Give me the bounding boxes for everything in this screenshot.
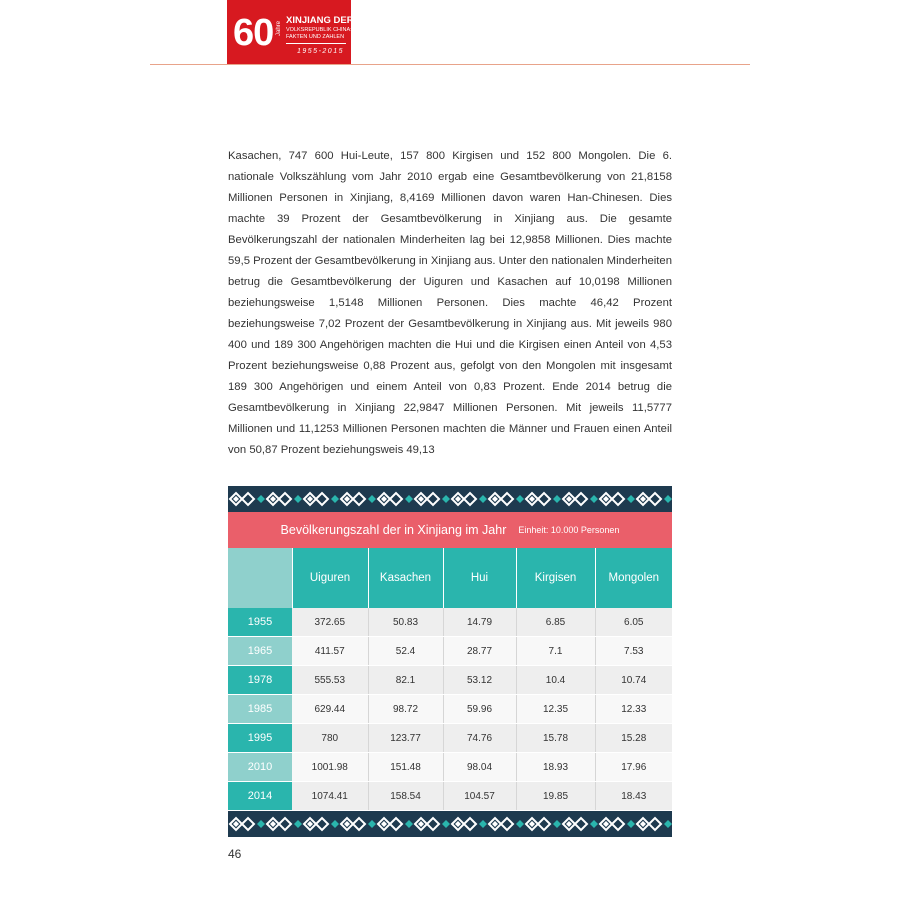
- ornament-pattern-icon: [228, 811, 672, 837]
- cell-hui: 104.57: [443, 782, 516, 811]
- table-header-row: [228, 548, 672, 608]
- cell-kirgisen: 12.35: [516, 695, 595, 724]
- cell-mongolen: 18.43: [595, 782, 672, 811]
- cell-mongolen: 10.74: [595, 666, 672, 695]
- cell-uiguren: 1074.41: [292, 782, 368, 811]
- logo-subtitle-1: VOLKSREPUBLIK CHINA:: [286, 27, 352, 33]
- table-row: [228, 753, 672, 782]
- table-title-row: [228, 512, 672, 548]
- cell-kasachen: 158.54: [368, 782, 443, 811]
- cell-hui: 53.12: [443, 666, 516, 695]
- brand-logo: [227, 0, 354, 64]
- cell-kirgisen: 18.93: [516, 753, 595, 782]
- cell-kirgisen: 7.1: [516, 637, 595, 666]
- row-year: 2014: [228, 782, 292, 811]
- header-mongolen: Mongolen: [595, 548, 672, 608]
- logo-subtitle-2: FAKTEN UND ZAHLEN: [286, 34, 345, 40]
- header-kirgisen: Kirgisen: [516, 548, 595, 608]
- table-row: [228, 637, 672, 666]
- table-row: [228, 724, 672, 753]
- logo-title: XINJIANG DER: [286, 15, 354, 26]
- cell-kirgisen: 10.4: [516, 666, 595, 695]
- cell-hui: 28.77: [443, 637, 516, 666]
- ornament-band-bottom: [228, 811, 672, 837]
- table-row: [228, 782, 672, 811]
- cell-kirgisen: 15.78: [516, 724, 595, 753]
- cell-kasachen: 123.77: [368, 724, 443, 753]
- cell-kasachen: 52.4: [368, 637, 443, 666]
- header-rule: [150, 64, 750, 65]
- cell-uiguren: 411.57: [292, 637, 368, 666]
- page-number: 46: [228, 847, 242, 861]
- cell-uiguren: 629.44: [292, 695, 368, 724]
- header-uiguren: Uiguren: [292, 548, 368, 608]
- cell-kirgisen: 19.85: [516, 782, 595, 811]
- table-title: Bevölkerungszahl der in Xinjiang im Jahr: [280, 523, 507, 537]
- cell-kasachen: 82.1: [368, 666, 443, 695]
- table-row: [228, 666, 672, 695]
- logo-jahre: Jahre: [276, 20, 282, 36]
- cell-uiguren: 372.65: [292, 608, 368, 637]
- ornament-pattern-icon: [228, 486, 672, 512]
- cell-kasachen: 98.72: [368, 695, 443, 724]
- cell-hui: 59.96: [443, 695, 516, 724]
- row-year: 1965: [228, 637, 292, 666]
- cell-uiguren: 780: [292, 724, 368, 753]
- table-row: [228, 608, 672, 637]
- cell-hui: 14.79: [443, 608, 516, 637]
- cell-kasachen: 50.83: [368, 608, 443, 637]
- cell-hui: 74.76: [443, 724, 516, 753]
- logo-divider: [286, 43, 346, 44]
- row-year: 1978: [228, 666, 292, 695]
- cell-hui: 98.04: [443, 753, 516, 782]
- cell-mongolen: 7.53: [595, 637, 672, 666]
- header-hui: Hui: [443, 548, 516, 608]
- population-table: [228, 548, 672, 811]
- header-corner: [228, 548, 292, 608]
- row-year: 1985: [228, 695, 292, 724]
- row-year: 1995: [228, 724, 292, 753]
- cell-mongolen: 15.28: [595, 724, 672, 753]
- body-paragraph: Kasachen, 747 600 Hui-Leute, 157 800 Kirgisen und 152 800 Mongolen. Die 6. nationale Volkszählung vom Jahr 2010 ergab eine Gesamtbevölkerung von 21,8158 Millionen Personen in Xinjiang, 8,4169 Millionen davon waren Han-Chinesen. Dies machte 39 Prozent der Gesamtbevölkerung in Xinjiang aus. Die gesamte Bevölkerungszahl der nationalen Minderheiten lag bei 12,9858 Millionen. Dies machte 59,5 Prozent der Gesamtbevölkerung in Xinjiang aus. Unter den nationalen Minderheiten betrug die Gesamtbevölkerung der Uiguren und Kasachen auf 10,0198 Millionen beziehungsweise 1,5148 Millionen Personen. Dies machte 46,42 Prozent beziehungsweise 7,02 Prozent der Gesamtbevölkerung in Xinjiang aus. Mit jeweils 980 400 und 189 300 Angehörigen machten die Hui und die Kirgisen einen Anteil von 4,53 Prozent beziehungsweise 0,88 Prozent aus, gefolgt von den Mongolen mit insgesamt 189 300 Angehörigen und einem Anteil von 0,83 Prozent. Ende 2014 betrug die Gesamtbevölkerung in Xinjiang 22,9847 Millionen Personen. Mit jeweils 11,5777 Millionen und 11,1253 Millionen Personen machten die Männer und Frauen einen Anteil von 50,87 Prozent beziehungsweis 49,13: [228, 150, 672, 456]
- ornament-band-top: [228, 486, 672, 512]
- row-year: 1955: [228, 608, 292, 637]
- population-table-block: [228, 486, 672, 837]
- row-year: 2010: [228, 753, 292, 782]
- cell-mongolen: 6.05: [595, 608, 672, 637]
- cell-kirgisen: 6.85: [516, 608, 595, 637]
- logo-number: 60: [233, 12, 274, 54]
- header-kasachen: Kasachen: [368, 548, 443, 608]
- table-unit: Einheit: 10.000 Personen: [518, 525, 620, 535]
- cell-uiguren: 1001.98: [292, 753, 368, 782]
- cell-uiguren: 555.53: [292, 666, 368, 695]
- body-text: [228, 146, 672, 461]
- cell-kasachen: 151.48: [368, 753, 443, 782]
- logo-years: 1955-2015: [297, 48, 344, 55]
- table-row: [228, 695, 672, 724]
- cell-mongolen: 17.96: [595, 753, 672, 782]
- cell-mongolen: 12.33: [595, 695, 672, 724]
